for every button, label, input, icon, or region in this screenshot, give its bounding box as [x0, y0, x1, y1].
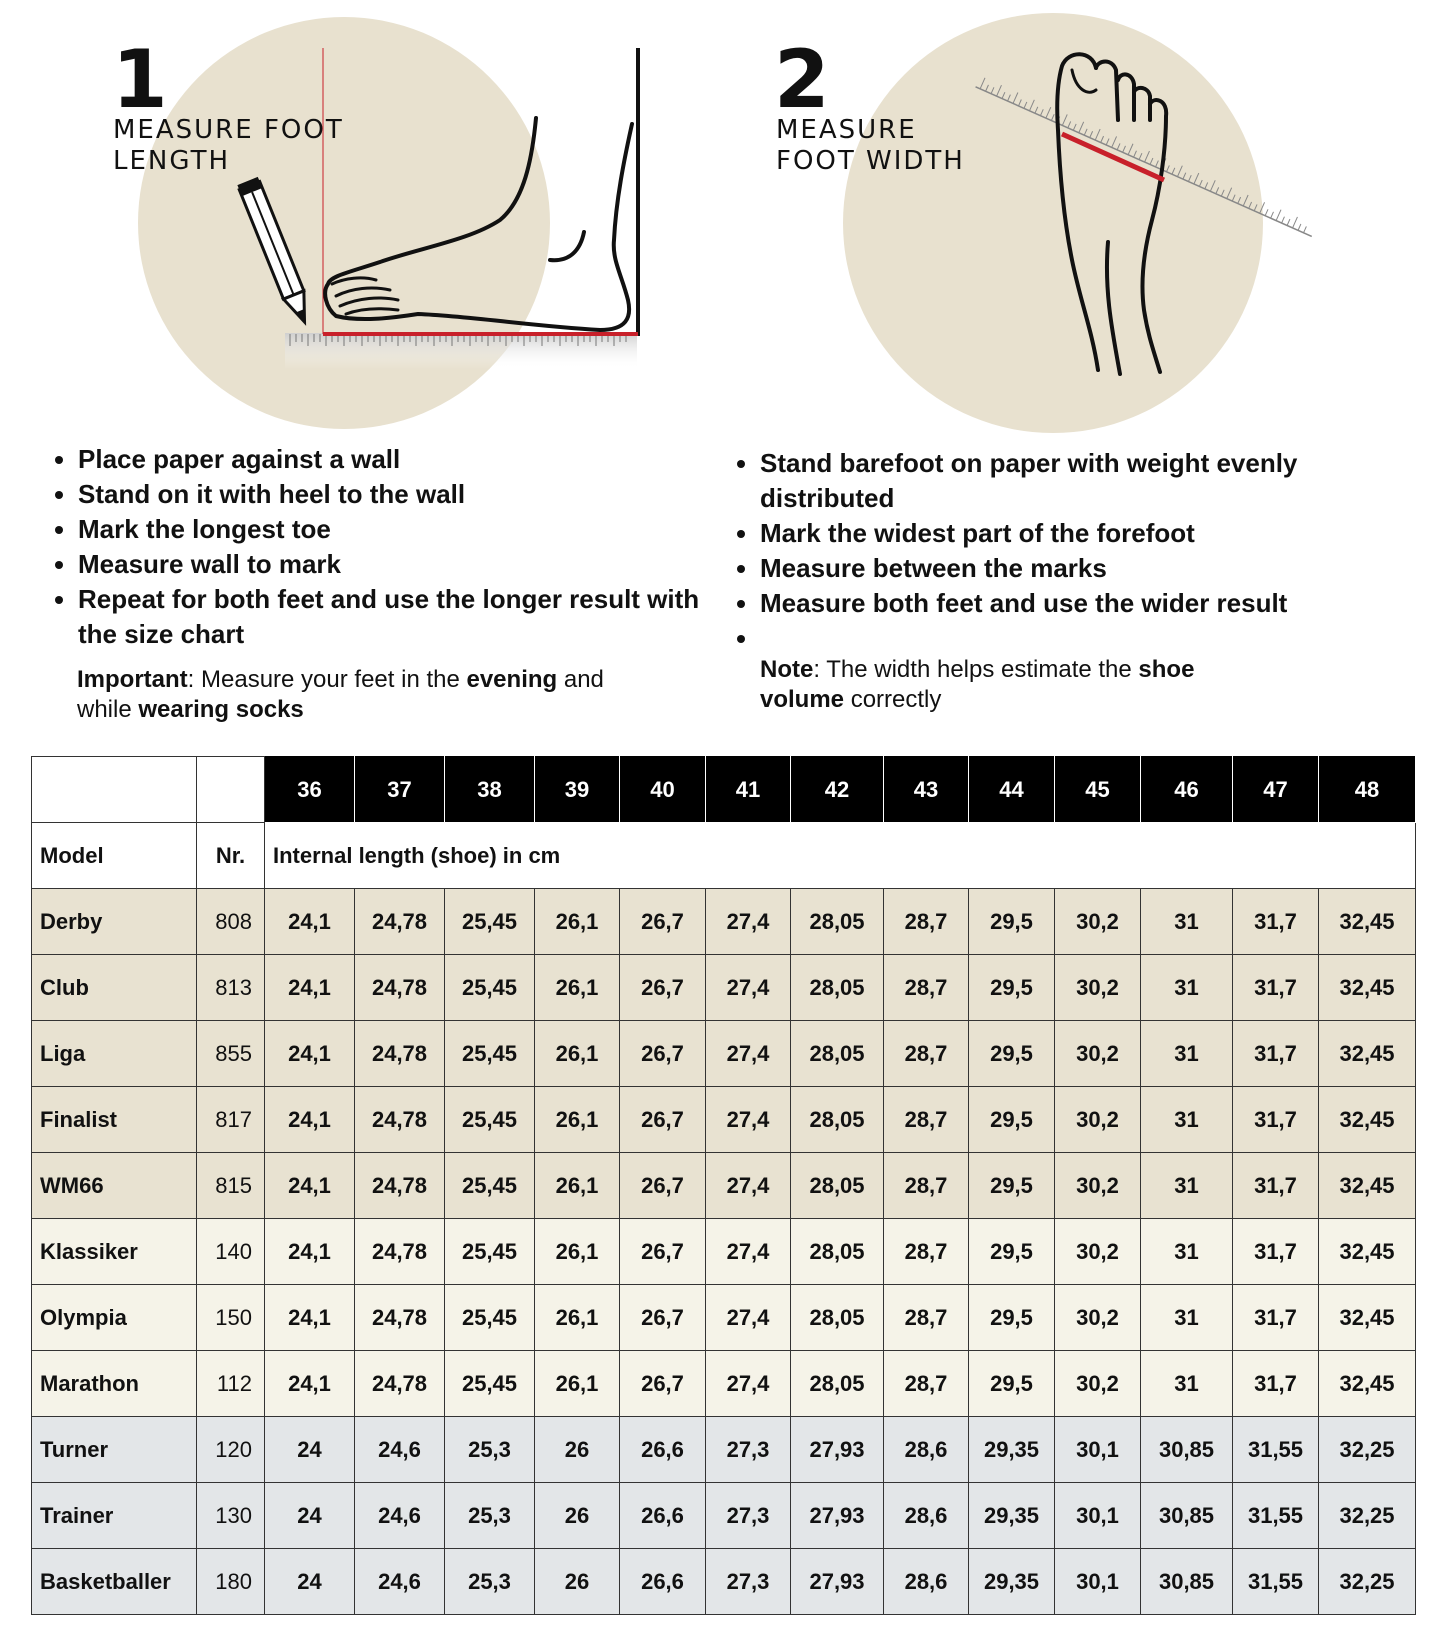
- length-cell: 27,4: [706, 955, 791, 1021]
- length-cell: 26,7: [620, 955, 706, 1021]
- table-body: [32, 889, 1416, 1615]
- model-name-cell: Liga: [32, 1021, 197, 1087]
- length-cell: 32,45: [1319, 889, 1416, 955]
- length-cell: 31: [1141, 1285, 1233, 1351]
- length-cell: 26,7: [620, 1285, 706, 1351]
- length-cell: 31,55: [1233, 1417, 1319, 1483]
- length-cell: 31,7: [1233, 1285, 1319, 1351]
- length-cell: 25,45: [445, 1153, 535, 1219]
- length-cell: 31,7: [1233, 1021, 1319, 1087]
- length-cell: 24,1: [265, 889, 355, 955]
- length-cell: 30,1: [1055, 1483, 1141, 1549]
- length-cell: 32,45: [1319, 1285, 1416, 1351]
- table-row: [32, 1153, 1416, 1219]
- length-cell: 31: [1141, 1351, 1233, 1417]
- length-cell: 26,1: [535, 1153, 620, 1219]
- length-cell: 24,78: [355, 1021, 445, 1087]
- length-cell: 27,93: [791, 1417, 884, 1483]
- length-cell: 24,6: [355, 1483, 445, 1549]
- length-cell: 27,4: [706, 1219, 791, 1285]
- length-cell: 25,45: [445, 1219, 535, 1285]
- length-cell: 32,45: [1319, 1219, 1416, 1285]
- length-cell: 31: [1141, 1087, 1233, 1153]
- size-header: 36: [265, 757, 355, 823]
- length-cell: 26,1: [535, 1285, 620, 1351]
- model-number-cell: 112: [197, 1351, 265, 1417]
- length-cell: 25,45: [445, 1351, 535, 1417]
- model-number-cell: 120: [197, 1417, 265, 1483]
- length-cell: 31,7: [1233, 955, 1319, 1021]
- model-number-cell: 150: [197, 1285, 265, 1351]
- ankle-curve: [550, 232, 584, 260]
- length-cell: 30,85: [1141, 1483, 1233, 1549]
- length-cell: 27,4: [706, 1087, 791, 1153]
- length-caption: Internal length (shoe) in cm: [265, 823, 1416, 889]
- length-cell: 30,85: [1141, 1549, 1233, 1615]
- size-header: 37: [355, 757, 445, 823]
- length-cell: 28,7: [884, 889, 969, 955]
- length-cell: 28,05: [791, 889, 884, 955]
- length-cell: 26,1: [535, 889, 620, 955]
- instruction-item-empty: [760, 621, 1400, 656]
- length-cell: 27,4: [706, 1351, 791, 1417]
- length-cell: 29,5: [969, 1351, 1055, 1417]
- size-header: 44: [969, 757, 1055, 823]
- length-cell: 27,3: [706, 1483, 791, 1549]
- length-cell: 25,3: [445, 1549, 535, 1615]
- width-note: Note: The width helps estimate the shoe volume correctly: [760, 656, 1195, 713]
- length-cell: 24,78: [355, 1087, 445, 1153]
- model-number-cell: 808: [197, 889, 265, 955]
- length-cell: 28,05: [791, 1219, 884, 1285]
- length-cell: 29,5: [969, 1087, 1055, 1153]
- length-cell: 31,7: [1233, 1219, 1319, 1285]
- model-column-header: Model: [32, 823, 197, 889]
- length-cell: 31: [1141, 1219, 1233, 1285]
- length-cell: 24,1: [265, 1087, 355, 1153]
- size-header: 39: [535, 757, 620, 823]
- length-cell: 29,5: [969, 1021, 1055, 1087]
- length-cell: 31,7: [1233, 1087, 1319, 1153]
- instruction-item: • Stand barefoot on paper with weight evenly distributed: [760, 446, 1400, 516]
- length-cell: 24: [265, 1417, 355, 1483]
- length-cell: 24,78: [355, 1351, 445, 1417]
- step-2-instructions: [732, 446, 1400, 656]
- length-cell: 31,7: [1233, 889, 1319, 955]
- model-name-cell: Trainer: [32, 1483, 197, 1549]
- length-cell: 27,4: [706, 1153, 791, 1219]
- length-cell: 24,78: [355, 889, 445, 955]
- size-header: 48: [1319, 757, 1416, 823]
- length-cell: 25,45: [445, 1285, 535, 1351]
- size-header: 40: [620, 757, 706, 823]
- length-cell: 31: [1141, 1153, 1233, 1219]
- length-cell: 31,55: [1233, 1549, 1319, 1615]
- size-header: 38: [445, 757, 535, 823]
- length-cell: 25,3: [445, 1483, 535, 1549]
- length-cell: 26,1: [535, 1087, 620, 1153]
- model-number-cell: 815: [197, 1153, 265, 1219]
- length-cell: 30,2: [1055, 1285, 1141, 1351]
- length-cell: 26,7: [620, 1351, 706, 1417]
- length-cell: 24,1: [265, 1219, 355, 1285]
- length-cell: 28,7: [884, 1021, 969, 1087]
- length-cell: 28,6: [884, 1549, 969, 1615]
- table-row: [32, 889, 1416, 955]
- length-cell: 25,3: [445, 1417, 535, 1483]
- length-cell: 27,93: [791, 1549, 884, 1615]
- length-cell: 24,1: [265, 1021, 355, 1087]
- model-name-cell: Klassiker: [32, 1219, 197, 1285]
- model-number-cell: 855: [197, 1021, 265, 1087]
- size-header: 43: [884, 757, 969, 823]
- length-cell: 27,3: [706, 1549, 791, 1615]
- length-cell: 26,1: [535, 1351, 620, 1417]
- length-cell: 30,1: [1055, 1549, 1141, 1615]
- length-cell: 30,2: [1055, 955, 1141, 1021]
- length-cell: 29,5: [969, 1153, 1055, 1219]
- length-cell: 24,1: [265, 955, 355, 1021]
- model-name-cell: Olympia: [32, 1285, 197, 1351]
- length-cell: 28,05: [791, 1285, 884, 1351]
- length-cell: 32,45: [1319, 1351, 1416, 1417]
- length-cell: 32,25: [1319, 1417, 1416, 1483]
- length-cell: 28,05: [791, 1153, 884, 1219]
- length-cell: 32,45: [1319, 1153, 1416, 1219]
- length-cell: 30,85: [1141, 1417, 1233, 1483]
- length-cell: 31,7: [1233, 1351, 1319, 1417]
- length-cell: 24,78: [355, 1153, 445, 1219]
- step-2-title: MEASURE FOOT WIDTH: [776, 115, 965, 176]
- model-name-cell: Turner: [32, 1417, 197, 1483]
- length-cell: 25,45: [445, 1087, 535, 1153]
- length-cell: 26,6: [620, 1417, 706, 1483]
- length-cell: 28,6: [884, 1483, 969, 1549]
- length-cell: 24,1: [265, 1351, 355, 1417]
- instruction-item: • Mark the longest toe: [78, 512, 718, 547]
- column-header-row: [32, 823, 1416, 889]
- length-cell: 27,4: [706, 889, 791, 955]
- length-cell: 28,05: [791, 955, 884, 1021]
- length-cell: 32,45: [1319, 1021, 1416, 1087]
- table-row: [32, 1483, 1416, 1549]
- length-cell: 30,1: [1055, 1417, 1141, 1483]
- length-cell: 26,1: [535, 1219, 620, 1285]
- length-cell: 24: [265, 1549, 355, 1615]
- model-name-cell: Derby: [32, 889, 197, 955]
- length-cell: 26,1: [535, 1021, 620, 1087]
- length-cell: 29,35: [969, 1483, 1055, 1549]
- instruction-item: • Repeat for both feet and use the longer result with the size chart: [78, 582, 718, 652]
- instruction-item: • Measure wall to mark: [78, 547, 718, 582]
- note-label: Note: [760, 656, 814, 683]
- instruction-item: • Stand on it with heel to the wall: [78, 477, 718, 512]
- size-header: 41: [706, 757, 791, 823]
- length-cell: 30,2: [1055, 1351, 1141, 1417]
- step-1-instructions: [50, 442, 718, 652]
- table-row: [32, 1549, 1416, 1615]
- length-cell: 28,7: [884, 1219, 969, 1285]
- model-name-cell: WM66: [32, 1153, 197, 1219]
- length-cell: 31: [1141, 889, 1233, 955]
- length-cell: 29,35: [969, 1417, 1055, 1483]
- model-name-cell: Marathon: [32, 1351, 197, 1417]
- step-1-title: MEASURE FOOT LENGTH: [113, 115, 344, 176]
- length-cell: 29,35: [969, 1549, 1055, 1615]
- model-name-cell: Basketballer: [32, 1549, 197, 1615]
- step-1-panel: [0, 0, 720, 740]
- length-cell: 28,6: [884, 1417, 969, 1483]
- nr-column-header: Nr.: [197, 823, 265, 889]
- size-header: 45: [1055, 757, 1141, 823]
- length-cell: 30,2: [1055, 1021, 1141, 1087]
- length-cell: 30,2: [1055, 1087, 1141, 1153]
- step-2-panel: [720, 0, 1440, 740]
- table-row: [32, 1285, 1416, 1351]
- length-cell: 26,7: [620, 1153, 706, 1219]
- length-cell: 32,25: [1319, 1549, 1416, 1615]
- length-cell: 25,45: [445, 955, 535, 1021]
- model-number-cell: 140: [197, 1219, 265, 1285]
- model-name-cell: Club: [32, 955, 197, 1021]
- model-name-cell: Finalist: [32, 1087, 197, 1153]
- corner-cell: [32, 757, 197, 823]
- length-cell: 28,7: [884, 1285, 969, 1351]
- length-cell: 24: [265, 1483, 355, 1549]
- model-number-cell: 813: [197, 955, 265, 1021]
- size-header: 42: [791, 757, 884, 823]
- important-note: Important: Measure your feet in the evening and while wearing socks: [77, 666, 604, 723]
- table-row: [32, 1021, 1416, 1087]
- length-cell: 29,5: [969, 889, 1055, 955]
- length-cell: 24,6: [355, 1549, 445, 1615]
- length-cell: 26: [535, 1417, 620, 1483]
- table-row: [32, 1351, 1416, 1417]
- length-cell: 29,5: [969, 1219, 1055, 1285]
- model-number-cell: 180: [197, 1549, 265, 1615]
- length-cell: 25,45: [445, 889, 535, 955]
- table-row: [32, 1087, 1416, 1153]
- length-cell: 26: [535, 1483, 620, 1549]
- length-cell: 28,05: [791, 1021, 884, 1087]
- model-number-cell: 817: [197, 1087, 265, 1153]
- length-cell: 24,78: [355, 1285, 445, 1351]
- size-header: 47: [1233, 757, 1319, 823]
- size-chart-table: [31, 756, 1416, 1615]
- length-cell: 26,1: [535, 955, 620, 1021]
- length-cell: 29,5: [969, 1285, 1055, 1351]
- length-cell: 30,2: [1055, 1219, 1141, 1285]
- table-row: [32, 955, 1416, 1021]
- size-header-row: [32, 757, 1416, 823]
- length-cell: 28,7: [884, 1153, 969, 1219]
- table-row: [32, 1417, 1416, 1483]
- model-number-cell: 130: [197, 1483, 265, 1549]
- length-cell: 28,7: [884, 955, 969, 1021]
- foot-width-illustration: [720, 0, 1440, 440]
- instruction-item: • Place paper against a wall: [78, 442, 718, 477]
- length-cell: 26,6: [620, 1549, 706, 1615]
- length-cell: 24,78: [355, 955, 445, 1021]
- length-cell: 26,7: [620, 1087, 706, 1153]
- length-cell: 32,25: [1319, 1483, 1416, 1549]
- length-cell: 26,7: [620, 1219, 706, 1285]
- size-header: 46: [1141, 757, 1233, 823]
- length-cell: 32,45: [1319, 1087, 1416, 1153]
- length-cell: 24,78: [355, 1219, 445, 1285]
- note-label: Important: [77, 666, 188, 693]
- length-cell: 30,2: [1055, 889, 1141, 955]
- foot-length-illustration: [0, 0, 720, 440]
- length-cell: 24,1: [265, 1285, 355, 1351]
- length-cell: 28,05: [791, 1087, 884, 1153]
- instruction-item: • Mark the widest part of the forefoot: [760, 516, 1400, 551]
- length-cell: 28,7: [884, 1351, 969, 1417]
- length-cell: 26,7: [620, 889, 706, 955]
- length-cell: 25,45: [445, 1021, 535, 1087]
- length-cell: 27,3: [706, 1417, 791, 1483]
- length-cell: 26,6: [620, 1483, 706, 1549]
- length-cell: 31: [1141, 955, 1233, 1021]
- length-cell: 27,4: [706, 1021, 791, 1087]
- step-1-number: 1: [112, 33, 166, 126]
- length-cell: 24,6: [355, 1417, 445, 1483]
- corner-cell: [197, 757, 265, 823]
- length-cell: 31,7: [1233, 1153, 1319, 1219]
- length-cell: 29,5: [969, 955, 1055, 1021]
- length-cell: 28,05: [791, 1351, 884, 1417]
- length-cell: 28,7: [884, 1087, 969, 1153]
- instruction-item: • Measure between the marks: [760, 551, 1400, 586]
- length-cell: 27,4: [706, 1285, 791, 1351]
- length-cell: 31,55: [1233, 1483, 1319, 1549]
- length-cell: 24,1: [265, 1153, 355, 1219]
- step-2-number: 2: [774, 33, 828, 126]
- background-circle: [843, 13, 1263, 433]
- length-cell: 27,93: [791, 1483, 884, 1549]
- length-cell: 26: [535, 1549, 620, 1615]
- length-cell: 31: [1141, 1021, 1233, 1087]
- length-cell: 26,7: [620, 1021, 706, 1087]
- instruction-item: • Measure both feet and use the wider result: [760, 586, 1400, 621]
- length-cell: 32,45: [1319, 955, 1416, 1021]
- table-row: [32, 1219, 1416, 1285]
- length-cell: 30,2: [1055, 1153, 1141, 1219]
